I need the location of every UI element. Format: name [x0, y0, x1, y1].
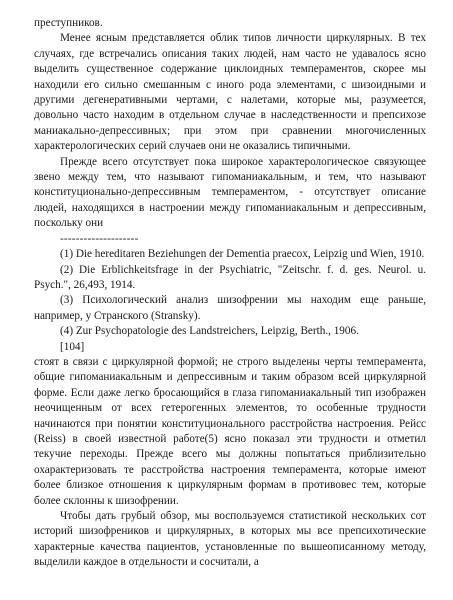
footnote-3: (3) Психологический анализ шизофрении мы находим еще раньше, например, у Странского (Stransky).	[34, 294, 426, 322]
paragraph-cyclic-connection: стоят в связи с циркулярной формой; не строго выделены черты темперамента, общие гипоманиакальным и депрессивным и таким образом всей циркулярной форме. Если даже легко бросающийся в глаза гипоманиакальный тип изображен неочищенным от всех гетерогенных элементов, то особенные трудности начинаются при понятии конституционального расстройства настроения. Рейсс (Reiss) в своей известной работе(5) ясно показал эти трудности и отметил текучие переходы. Прежде всего мы должны попытаться приблизительно охарактеризовать те расстройства настроения темперамента, которые имеют более близкое отношения к циркулярным формам в противовес тем, которые более склонны к шизофрении.	[34, 355, 426, 507]
page-number-marker: [104]	[60, 340, 85, 353]
paragraph-cyclic-types: Менее ясным представляется облик типов личности циркулярных. В тех случаях, где встречались описания таких людей, нам часто не удавалось ясно выделить существенное содержание циклоидных темпераментов, скорее мы находили его сильно смешанным с иного рода элементами, с шизоидными и другими дегенеративными чертами, с налетами, которые мы, разумеется, довольно часто находим в отдельном случае в наследственности и препсихозе маниакально-депрессивных; при этом при сравнении многочисленных характерологических серий случаев они не оказались типичными.	[34, 32, 426, 153]
footnote-1: (1) Die hereditaren Beziehungen der Dementia praecox, Leipzig und Wien, 1910.	[60, 248, 425, 261]
paragraph-continuation: преступников.	[34, 17, 103, 29]
footnote-2: (2) Die Erblichkeitsfrage in der Psychiatric, "Zeitschr. f. d. ges. Neurol. u. Psych.", 26,493, 1914.	[34, 263, 426, 291]
footnote-separator: --------------------	[60, 232, 139, 245]
paragraph-statistics-overview: Чтобы дать грубый обзор, мы воспользуемся статистикой нескольких сот историй шизофреников и циркулярных, в которых мы все препсихотические характерные качества пациентов, установленные по вышеописанному методу, выделили каждое в отдельности и сосчитали, а	[34, 510, 426, 569]
document-body	[34, 16, 426, 571]
footnote-4: (4) Zur Psychopatologie des Landstreichers, Leipzig, Berth., 1906.	[60, 325, 359, 338]
paragraph-transitional-link: Прежде всего отсутствует пока широкое характерологическое связующее звено между тем, что называют гипоманиакальным, и тем, что называют конституционально-депрессивным темпераментом, - отсутствует описание людей, находящихся в настроении между гипоманиакальным и депрессивным, поскольку они	[34, 155, 426, 230]
